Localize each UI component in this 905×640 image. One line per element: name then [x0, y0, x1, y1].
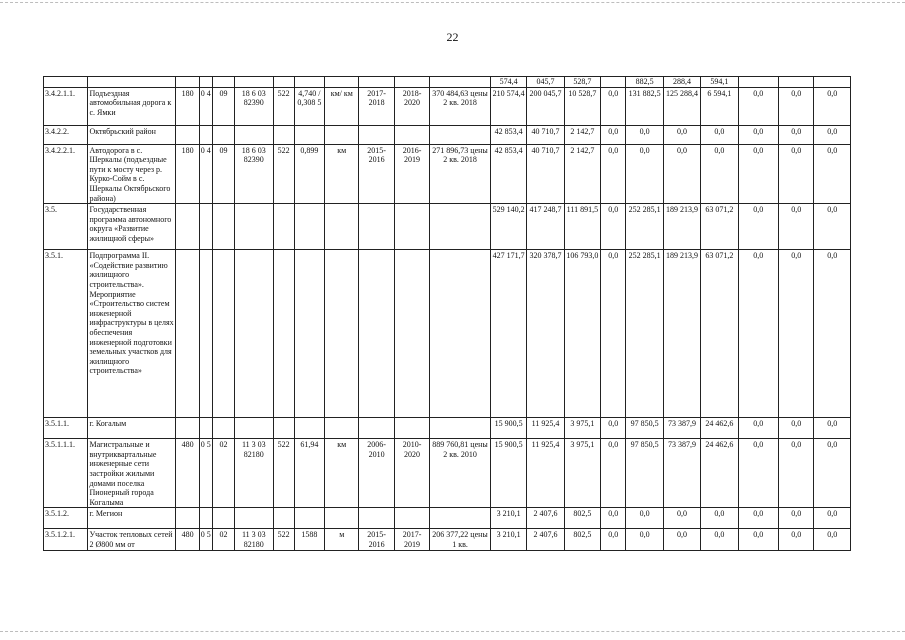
- cell-capacity: 4,740 / 0,308 5: [294, 87, 324, 125]
- cell-estimated-cost: 206 377,22 цены 1 кв.: [430, 529, 491, 550]
- table-row: [44, 508, 851, 529]
- cell-value: 0,0: [814, 144, 851, 204]
- row-code: 3.5.1.: [44, 250, 88, 418]
- row-code: 3.4.2.2.: [44, 125, 88, 144]
- cell-value: 0,0: [779, 87, 814, 125]
- cell-value: 40 710,7: [527, 144, 564, 204]
- cell-ministry: [176, 508, 199, 529]
- cell-value: 0,0: [814, 125, 851, 144]
- cell-estimated-cost: [430, 508, 491, 529]
- row-name: г. Мегион: [88, 508, 176, 529]
- cell-value: 0,0: [663, 508, 700, 529]
- cell-value: 0,0: [779, 439, 814, 508]
- cell-value: 252 285,1: [626, 204, 663, 250]
- cell-value: 11 925,4: [527, 418, 564, 439]
- cell-value: 0,0: [663, 529, 700, 550]
- cell-capacity: 1588: [294, 529, 324, 550]
- row-code: 3.5.1.2.: [44, 508, 88, 529]
- cell-subsection: [212, 418, 234, 439]
- cell-unit: [325, 125, 359, 144]
- cell-value: 63 071,2: [701, 204, 738, 250]
- cell-value: 15 900,5: [490, 418, 526, 439]
- row-name: Автодорога в с. Шеркалы (подъездные пути к мосту через р. Курко-Сойм в с. Шеркалы Октябрьского района): [88, 144, 176, 204]
- cell-estimated-cost: 271 896,73 цены 2 кв. 2018: [430, 144, 491, 204]
- cell-capacity: 0,899: [294, 144, 324, 204]
- cell-value: 320 378,7: [527, 250, 564, 418]
- cell-build-years: [394, 125, 429, 144]
- cell-ministry: 180: [176, 87, 199, 125]
- cell-value: 73 387,9: [663, 439, 700, 508]
- cell-value: 0,0: [814, 529, 851, 550]
- cell-value: 0,0: [738, 250, 778, 418]
- cell-value: 3 975,1: [564, 439, 600, 508]
- cell-design-years: 2015- 2016: [359, 144, 394, 204]
- cell-value: 0,0: [738, 418, 778, 439]
- cell-ministry: 480: [176, 439, 199, 508]
- row-name: Магистральные и внутриквартальные инженерные сети застройки жилыми домами поселка Пионерный города Когалыма: [88, 439, 176, 508]
- cell-unit: км: [325, 144, 359, 204]
- cell-value: 0,0: [779, 144, 814, 204]
- cell-value: 189 213,9: [663, 250, 700, 418]
- header-strip-cell: [601, 77, 626, 88]
- cell-value: 0,0: [814, 87, 851, 125]
- cell-value: 0,0: [779, 204, 814, 250]
- row-code: 3.5.: [44, 204, 88, 250]
- cell-value: 0,0: [814, 250, 851, 418]
- cell-estimated-cost: [430, 125, 491, 144]
- cell-value: 3 210,1: [490, 508, 526, 529]
- cell-estimated-cost: [430, 204, 491, 250]
- cell-value: 6 594,1: [701, 87, 738, 125]
- cell-subsection: 02: [212, 529, 234, 550]
- cell-value: 0,0: [626, 529, 663, 550]
- cell-value: 2 142,7: [564, 125, 600, 144]
- cell-value: 417 248,7: [527, 204, 564, 250]
- table-row: [44, 529, 851, 550]
- cell-value: 0,0: [738, 87, 778, 125]
- cell-subsection: [212, 125, 234, 144]
- cell-value: 0,0: [601, 87, 626, 125]
- cell-value: 0,0: [701, 529, 738, 550]
- scan-edge-bottom: [0, 631, 905, 632]
- cell-section: 0 4: [199, 144, 212, 204]
- cell-section: [199, 508, 212, 529]
- cell-value: 3 210,1: [490, 529, 526, 550]
- cell-expense-type: [273, 418, 294, 439]
- cell-value: 0,0: [601, 204, 626, 250]
- cell-value: 0,0: [814, 418, 851, 439]
- cell-value: 40 710,7: [527, 125, 564, 144]
- cell-ministry: [176, 418, 199, 439]
- cell-subsection: 02: [212, 439, 234, 508]
- cell-unit: [325, 418, 359, 439]
- header-strip-cell: 574,4: [490, 77, 526, 88]
- row-code: 3.5.1.1.1.: [44, 439, 88, 508]
- cell-value: 2 142,7: [564, 144, 600, 204]
- cell-value: 802,5: [564, 508, 600, 529]
- row-name: Октябрьский район: [88, 125, 176, 144]
- cell-value: 0,0: [663, 144, 700, 204]
- cell-target-code: [235, 250, 273, 418]
- cell-value: 0,0: [601, 508, 626, 529]
- cell-unit: м: [325, 529, 359, 550]
- table-row: [44, 439, 851, 508]
- cell-value: 10 528,7: [564, 87, 600, 125]
- cell-section: [199, 204, 212, 250]
- cell-ministry: [176, 204, 199, 250]
- cell-value: 0,0: [601, 439, 626, 508]
- cell-ministry: 480: [176, 529, 199, 550]
- row-code: 3.4.2.1.1.: [44, 87, 88, 125]
- cell-value: 0,0: [701, 144, 738, 204]
- cell-value: 0,0: [779, 250, 814, 418]
- cell-value: 73 387,9: [663, 418, 700, 439]
- cell-value: 24 462,6: [701, 439, 738, 508]
- cell-target-code: [235, 204, 273, 250]
- table-row: [44, 125, 851, 144]
- cell-value: 42 853,4: [490, 144, 526, 204]
- cell-estimated-cost: [430, 250, 491, 418]
- cell-value: 210 574,4: [490, 87, 526, 125]
- row-name: Участок тепловых сетей 2 Ø800 мм от: [88, 529, 176, 550]
- cell-value: 0,0: [738, 508, 778, 529]
- cell-value: 0,0: [738, 125, 778, 144]
- cell-value: 63 071,2: [701, 250, 738, 418]
- cell-value: 0,0: [601, 144, 626, 204]
- table-row: [44, 250, 851, 418]
- cell-value: 24 462,6: [701, 418, 738, 439]
- cell-value: 0,0: [779, 418, 814, 439]
- cell-value: 125 288,4: [663, 87, 700, 125]
- cell-expense-type: [273, 250, 294, 418]
- cell-unit: км: [325, 439, 359, 508]
- cell-capacity: 61,94: [294, 439, 324, 508]
- cell-value: 2 407,6: [527, 508, 564, 529]
- cell-design-years: [359, 508, 394, 529]
- cell-ministry: [176, 125, 199, 144]
- cell-value: 0,0: [601, 418, 626, 439]
- cell-value: 0,0: [626, 508, 663, 529]
- cell-expense-type: 522: [273, 439, 294, 508]
- cell-value: 0,0: [779, 529, 814, 550]
- cell-target-code: 11 3 03 82180: [235, 439, 273, 508]
- cell-section: [199, 125, 212, 144]
- cell-section: 0 5: [199, 529, 212, 550]
- cell-value: 0,0: [738, 529, 778, 550]
- row-name: Подпрограмма II. «Содействие развитию жилищного строительства». Мероприятие «Строительство систем инженерной инфраструктуры в целях обеспечения инженерной подготовки земельных участков для жилищного строительства»: [88, 250, 176, 418]
- cell-target-code: [235, 418, 273, 439]
- cell-value: 200 045,7: [527, 87, 564, 125]
- cell-value: 0,0: [814, 204, 851, 250]
- cell-build-years: 2018- 2020: [394, 87, 429, 125]
- cell-value: 11 925,4: [527, 439, 564, 508]
- cell-build-years: [394, 418, 429, 439]
- table-row: [44, 418, 851, 439]
- cell-estimated-cost: [430, 418, 491, 439]
- row-code: 3.4.2.2.1.: [44, 144, 88, 204]
- cell-value: 0,0: [814, 508, 851, 529]
- cell-value: 106 793,0: [564, 250, 600, 418]
- table-row: [44, 144, 851, 204]
- cell-value: 0,0: [779, 125, 814, 144]
- cell-value: 0,0: [626, 125, 663, 144]
- cell-value: 0,0: [738, 439, 778, 508]
- cell-value: 189 213,9: [663, 204, 700, 250]
- cell-build-years: [394, 250, 429, 418]
- cell-value: 0,0: [738, 144, 778, 204]
- cell-value: 252 285,1: [626, 250, 663, 418]
- header-strip-cell: 594,1: [701, 77, 738, 88]
- cell-capacity: [294, 508, 324, 529]
- row-name: Подъездная автомобильная дорога к с. Ямки: [88, 87, 176, 125]
- cell-target-code: 11 3 03 82180: [235, 529, 273, 550]
- cell-design-years: 2017- 2018: [359, 87, 394, 125]
- cell-target-code: [235, 125, 273, 144]
- cell-capacity: [294, 125, 324, 144]
- cell-section: [199, 250, 212, 418]
- cell-expense-type: [273, 125, 294, 144]
- cell-value: 802,5: [564, 529, 600, 550]
- cell-expense-type: 522: [273, 144, 294, 204]
- cell-value: 111 891,5: [564, 204, 600, 250]
- cell-value: 0,0: [601, 529, 626, 550]
- investment-table: [43, 76, 851, 551]
- row-name: г. Когалым: [88, 418, 176, 439]
- cell-value: 15 900,5: [490, 439, 526, 508]
- cell-design-years: 2006- 2010: [359, 439, 394, 508]
- cell-design-years: [359, 250, 394, 418]
- cell-value: 0,0: [814, 439, 851, 508]
- continuation-header-row: [44, 77, 851, 88]
- header-strip-cell: 045,7: [527, 77, 564, 88]
- cell-unit: [325, 204, 359, 250]
- cell-value: 0,0: [601, 250, 626, 418]
- cell-design-years: [359, 125, 394, 144]
- cell-subsection: [212, 250, 234, 418]
- cell-section: 0 4: [199, 87, 212, 125]
- table-row: [44, 87, 851, 125]
- cell-unit: км/ км: [325, 87, 359, 125]
- cell-value: 97 850,5: [626, 439, 663, 508]
- cell-unit: [325, 250, 359, 418]
- header-strip-cell: 288,4: [663, 77, 700, 88]
- cell-value: 0,0: [701, 508, 738, 529]
- header-strip-cell: 882,5: [626, 77, 663, 88]
- cell-subsection: 09: [212, 87, 234, 125]
- cell-target-code: 18 6 03 82390: [235, 144, 273, 204]
- page-number: 22: [446, 30, 459, 44]
- cell-value: 0,0: [701, 125, 738, 144]
- cell-capacity: [294, 204, 324, 250]
- cell-value: 0,0: [663, 125, 700, 144]
- cell-expense-type: [273, 508, 294, 529]
- cell-capacity: [294, 418, 324, 439]
- row-name: Государственная программа автономного округа «Развитие жилищной сферы»: [88, 204, 176, 250]
- cell-subsection: 09: [212, 144, 234, 204]
- cell-value: 529 140,2: [490, 204, 526, 250]
- cell-ministry: 180: [176, 144, 199, 204]
- cell-capacity: [294, 250, 324, 418]
- cell-design-years: [359, 418, 394, 439]
- cell-target-code: [235, 508, 273, 529]
- cell-unit: [325, 508, 359, 529]
- cell-subsection: [212, 204, 234, 250]
- cell-expense-type: 522: [273, 529, 294, 550]
- cell-value: 97 850,5: [626, 418, 663, 439]
- cell-build-years: 2016- 2019: [394, 144, 429, 204]
- cell-estimated-cost: 889 760,81 цены 2 кв. 2010: [430, 439, 491, 508]
- cell-target-code: 18 6 03 82390: [235, 87, 273, 125]
- cell-value: 0,0: [779, 508, 814, 529]
- table-row: [44, 204, 851, 250]
- cell-value: 0,0: [626, 144, 663, 204]
- cell-expense-type: 522: [273, 87, 294, 125]
- cell-value: 427 171,7: [490, 250, 526, 418]
- cell-section: 0 5: [199, 439, 212, 508]
- cell-value: 3 975,1: [564, 418, 600, 439]
- cell-ministry: [176, 250, 199, 418]
- cell-value: 2 407,6: [527, 529, 564, 550]
- cell-section: [199, 418, 212, 439]
- cell-value: 0,0: [601, 125, 626, 144]
- row-code: 3.5.1.1.: [44, 418, 88, 439]
- cell-build-years: 2010- 2020: [394, 439, 429, 508]
- cell-build-years: [394, 508, 429, 529]
- cell-value: 131 882,5: [626, 87, 663, 125]
- cell-build-years: 2017- 2019: [394, 529, 429, 550]
- cell-estimated-cost: 370 484,63 цены 2 кв. 2018: [430, 87, 491, 125]
- row-code: 3.5.1.2.1.: [44, 529, 88, 550]
- cell-build-years: [394, 204, 429, 250]
- cell-design-years: [359, 204, 394, 250]
- cell-value: 42 853,4: [490, 125, 526, 144]
- cell-expense-type: [273, 204, 294, 250]
- cell-design-years: 2015- 2016: [359, 529, 394, 550]
- scan-edge-top: [0, 2, 905, 3]
- cell-subsection: [212, 508, 234, 529]
- header-strip-cell: 528,7: [564, 77, 600, 88]
- cell-value: 0,0: [738, 204, 778, 250]
